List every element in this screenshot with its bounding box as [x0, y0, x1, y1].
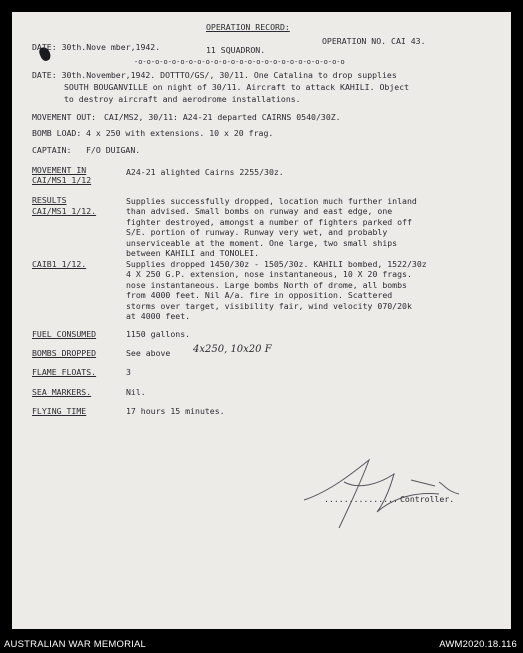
flying-time-value: 17 hours 15 minutes.	[126, 406, 225, 416]
controller-label: Controller.	[400, 494, 455, 504]
flame-floats-label: FLAME FLOATS.	[32, 367, 97, 377]
fuel-value: 1150 gallons.	[126, 329, 191, 339]
captain-label: CAPTAIN:	[32, 145, 72, 155]
cai-b1-label: CAIB1 1/12.	[32, 259, 87, 269]
record-title: OPERATION RECORD:	[206, 22, 290, 32]
orders-line-1: DATE: 30th.November,1942. DOTTTO/GS/, 30/11. One Catalina to drop supplies	[32, 70, 397, 80]
orders-line-3: to destroy aircraft and aerodrome installations.	[64, 94, 301, 104]
orders-line-2: SOUTH BOUGANVILLE on night of 30/11. Aircraft to attack KAHILI. Object	[64, 82, 410, 92]
flying-time-label: FLYING TIME	[32, 406, 87, 416]
header-date: DATE: 30th.Nove mber,1942.	[32, 42, 161, 52]
captain-value: F/O DUIGAN.	[86, 145, 141, 155]
sea-markers-label: SEA MARKERS.	[32, 387, 92, 397]
movement-out-value: CAI/MS2, 30/11: A24-21 departed CAIRNS 0540/30Z.	[104, 112, 341, 122]
squadron: 11 SQUADRON.	[206, 45, 266, 55]
bombs-dropped-label: BOMBS DROPPED	[32, 348, 97, 358]
document-page	[12, 12, 511, 629]
operation-number: OPERATION NO. CAI 43.	[322, 36, 426, 46]
results-label: RESULTS	[32, 195, 67, 205]
flame-floats-value: 3	[126, 367, 131, 377]
bomb-load-value: 4 x 250 with extensions. 10 x 20 frag.	[86, 128, 274, 138]
bombs-dropped-handwritten: 4x250, 10x20 F	[193, 344, 272, 355]
movement-in-label: MOVEMENT IN	[32, 165, 87, 175]
sea-markers-value: Nil.	[126, 387, 146, 397]
bomb-load-label: BOMB LOAD:	[32, 128, 82, 138]
movement-in-ref: CAI/MS1 1/12	[32, 175, 92, 185]
handwritten-signature	[299, 452, 469, 532]
controller-dots: ...............	[324, 494, 398, 504]
movement-in-value: A24-21 alighted Cairns 2255/30z.	[126, 167, 284, 177]
divider: -o-o-o-o-o-o-o-o-o-o-o-o-o-o-o-o-o-o-o-o-o-o-o-o-o	[134, 58, 345, 66]
cai-b1-text: Supplies dropped 1450/30z - 1505/30z. KAHILI bombed, 1522/30z 4 X 250 G.P. extension, nose instantaneous, 10 X 20 frags. nose instantaneous. Large bombs North of drome, all bombs from 4000 feet. Nil A/a. fire in opposition. Scattered storms over target, visibility fair, wind velocity 070/20k at 4000 feet.	[126, 259, 427, 322]
results-ref: CAI/MS1 1/12.	[32, 206, 97, 216]
movement-out-label: MOVEMENT OUT:	[32, 112, 97, 122]
bombs-dropped-value: See above	[126, 348, 171, 358]
results-text: Supplies successfully dropped, location much further inland than advised. Small bombs on runway and east edge, one fighter destroyed, amongst a number of fighters parked off S/E. portion of runway. Runway very wet, and probably unserviceable at the moment. One large, two small ships between KAHILI and TONOLEI.	[126, 196, 417, 259]
fuel-label: FUEL CONSUMED	[32, 329, 97, 339]
footer-source: AUSTRALIAN WAR MEMORIAL	[4, 639, 147, 650]
footer-catalog-number: AWM2020.18.116	[439, 639, 517, 650]
